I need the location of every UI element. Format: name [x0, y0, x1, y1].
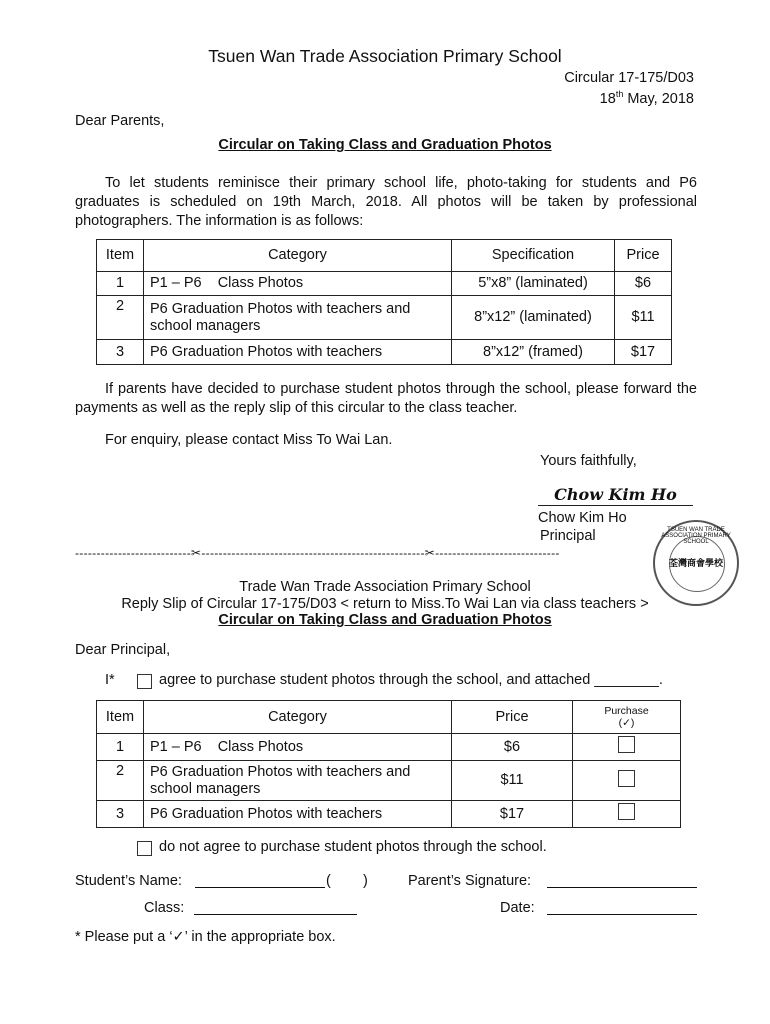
cell-item: 1	[97, 734, 144, 761]
col-header-purchase: Purchase (✓)	[573, 701, 681, 734]
col-header-item: Item	[97, 240, 144, 272]
salutation: Dear Parents,	[75, 113, 165, 129]
cell-category: P6 Graduation Photos with teachers	[144, 801, 452, 828]
cell-purchase	[573, 734, 681, 761]
table-row	[97, 272, 672, 296]
reply-school: Trade Wan Trade Association Primary School	[239, 579, 531, 595]
table-row	[97, 761, 681, 801]
cell-spec: 5”x8” (laminated)	[452, 272, 615, 296]
purchase-checkbox-1[interactable]	[618, 736, 635, 753]
cell-item: 3	[97, 801, 144, 828]
disagree-checkbox[interactable]	[137, 841, 152, 856]
parent-signature-label: Parent’s Signature:	[408, 873, 532, 889]
i-label: I*	[105, 672, 115, 688]
cell-purchase	[573, 761, 681, 801]
student-name-label: Student’s Name:	[75, 873, 182, 889]
class-field[interactable]	[194, 900, 357, 915]
cell-category: P1 – P6 Class Photos	[144, 272, 452, 296]
col-header-category: Category	[144, 240, 452, 272]
cell-price: $6	[615, 272, 672, 296]
cell-spec: 8”x12” (framed)	[452, 340, 615, 365]
cell-price: $17	[615, 340, 672, 365]
table-row	[97, 801, 681, 828]
cell-price: $17	[452, 801, 573, 828]
reply-salutation: Dear Principal,	[75, 642, 171, 658]
col-header-price: Price	[615, 240, 672, 272]
enquiry-text: For enquiry, please contact Miss To Wai Lan.	[105, 432, 393, 448]
reply-subject: Circular on Taking Class and Graduation Photos	[218, 612, 552, 628]
table-row	[97, 296, 672, 340]
cell-purchase	[573, 801, 681, 828]
col-header-specification: Specification	[452, 240, 615, 272]
class-label: Class:	[144, 900, 185, 916]
cell-item: 2	[97, 296, 144, 340]
reply-instruction: Reply Slip of Circular 17-175/D03 < return to Miss.To Wai Lan via class teachers >	[121, 596, 649, 612]
signer-name: Chow Kim Ho	[538, 510, 627, 526]
principal-signature: Chow Kim Ho	[538, 485, 693, 506]
agree-checkbox[interactable]	[137, 674, 152, 689]
date-label: Date:	[500, 900, 535, 916]
cut-line: ---------------------------✂----------------------------------------------------✂-----------------------------	[75, 546, 560, 560]
cell-price: $11	[615, 296, 672, 340]
cell-price: $11	[452, 761, 573, 801]
footnote: * Please put a ‘✓’ in the appropriate box.	[75, 929, 336, 945]
school-title: Tsuen Wan Trade Association Primary School	[208, 46, 562, 66]
cell-item: 3	[97, 340, 144, 365]
purchase-paragraph: If parents have decided to purchase student photos through the school, please forward the payments as well as the reply slip of this circular to the class teacher.	[75, 381, 697, 416]
col-header-price: Price	[452, 701, 573, 734]
student-name-field[interactable]	[195, 873, 325, 888]
circular-subject: Circular on Taking Class and Graduation Photos	[218, 137, 552, 153]
photo-info-table	[96, 239, 672, 365]
student-number-paren: ( )	[326, 873, 368, 889]
table-row	[97, 734, 681, 761]
parent-signature-field[interactable]	[547, 873, 697, 888]
cell-category: P6 Graduation Photos with teachers and school managers	[144, 296, 452, 340]
agree-text: agree to purchase student photos through the school, and attached ________.	[159, 672, 663, 688]
cell-category: P6 Graduation Photos with teachers	[144, 340, 452, 365]
disagree-text: do not agree to purchase student photos through the school.	[159, 839, 547, 855]
cell-item: 1	[97, 272, 144, 296]
cell-price: $6	[452, 734, 573, 761]
closing-text: Yours faithfully,	[540, 453, 637, 469]
col-header-item: Item	[97, 701, 144, 734]
school-seal-stamp: TSUEN WAN TRADE ASSOCIATION PRIMARY SCHOOL 荃灣商會學校	[653, 520, 739, 606]
col-header-category: Category	[144, 701, 452, 734]
cell-spec: 8”x12” (laminated)	[452, 296, 615, 340]
intro-paragraph: To let students reminisce their primary school life, photo-taking for students and P6 graduates is scheduled on 19th March, 2018. All photos will be taken by professional photographers. The information is as follows:	[75, 175, 697, 229]
date-field[interactable]	[547, 900, 697, 915]
purchase-checkbox-3[interactable]	[618, 803, 635, 820]
table-row	[97, 340, 672, 365]
circular-number: Circular 17-175/D03	[564, 70, 694, 86]
purchase-table	[96, 700, 681, 828]
signer-title: Principal	[540, 528, 596, 544]
cell-category: P6 Graduation Photos with teachers and school managers	[144, 761, 452, 801]
circular-date: 18th May, 2018	[599, 89, 694, 107]
purchase-checkbox-2[interactable]	[618, 770, 635, 787]
cell-category: P1 – P6 Class Photos	[144, 734, 452, 761]
cell-item: 2	[97, 761, 144, 801]
